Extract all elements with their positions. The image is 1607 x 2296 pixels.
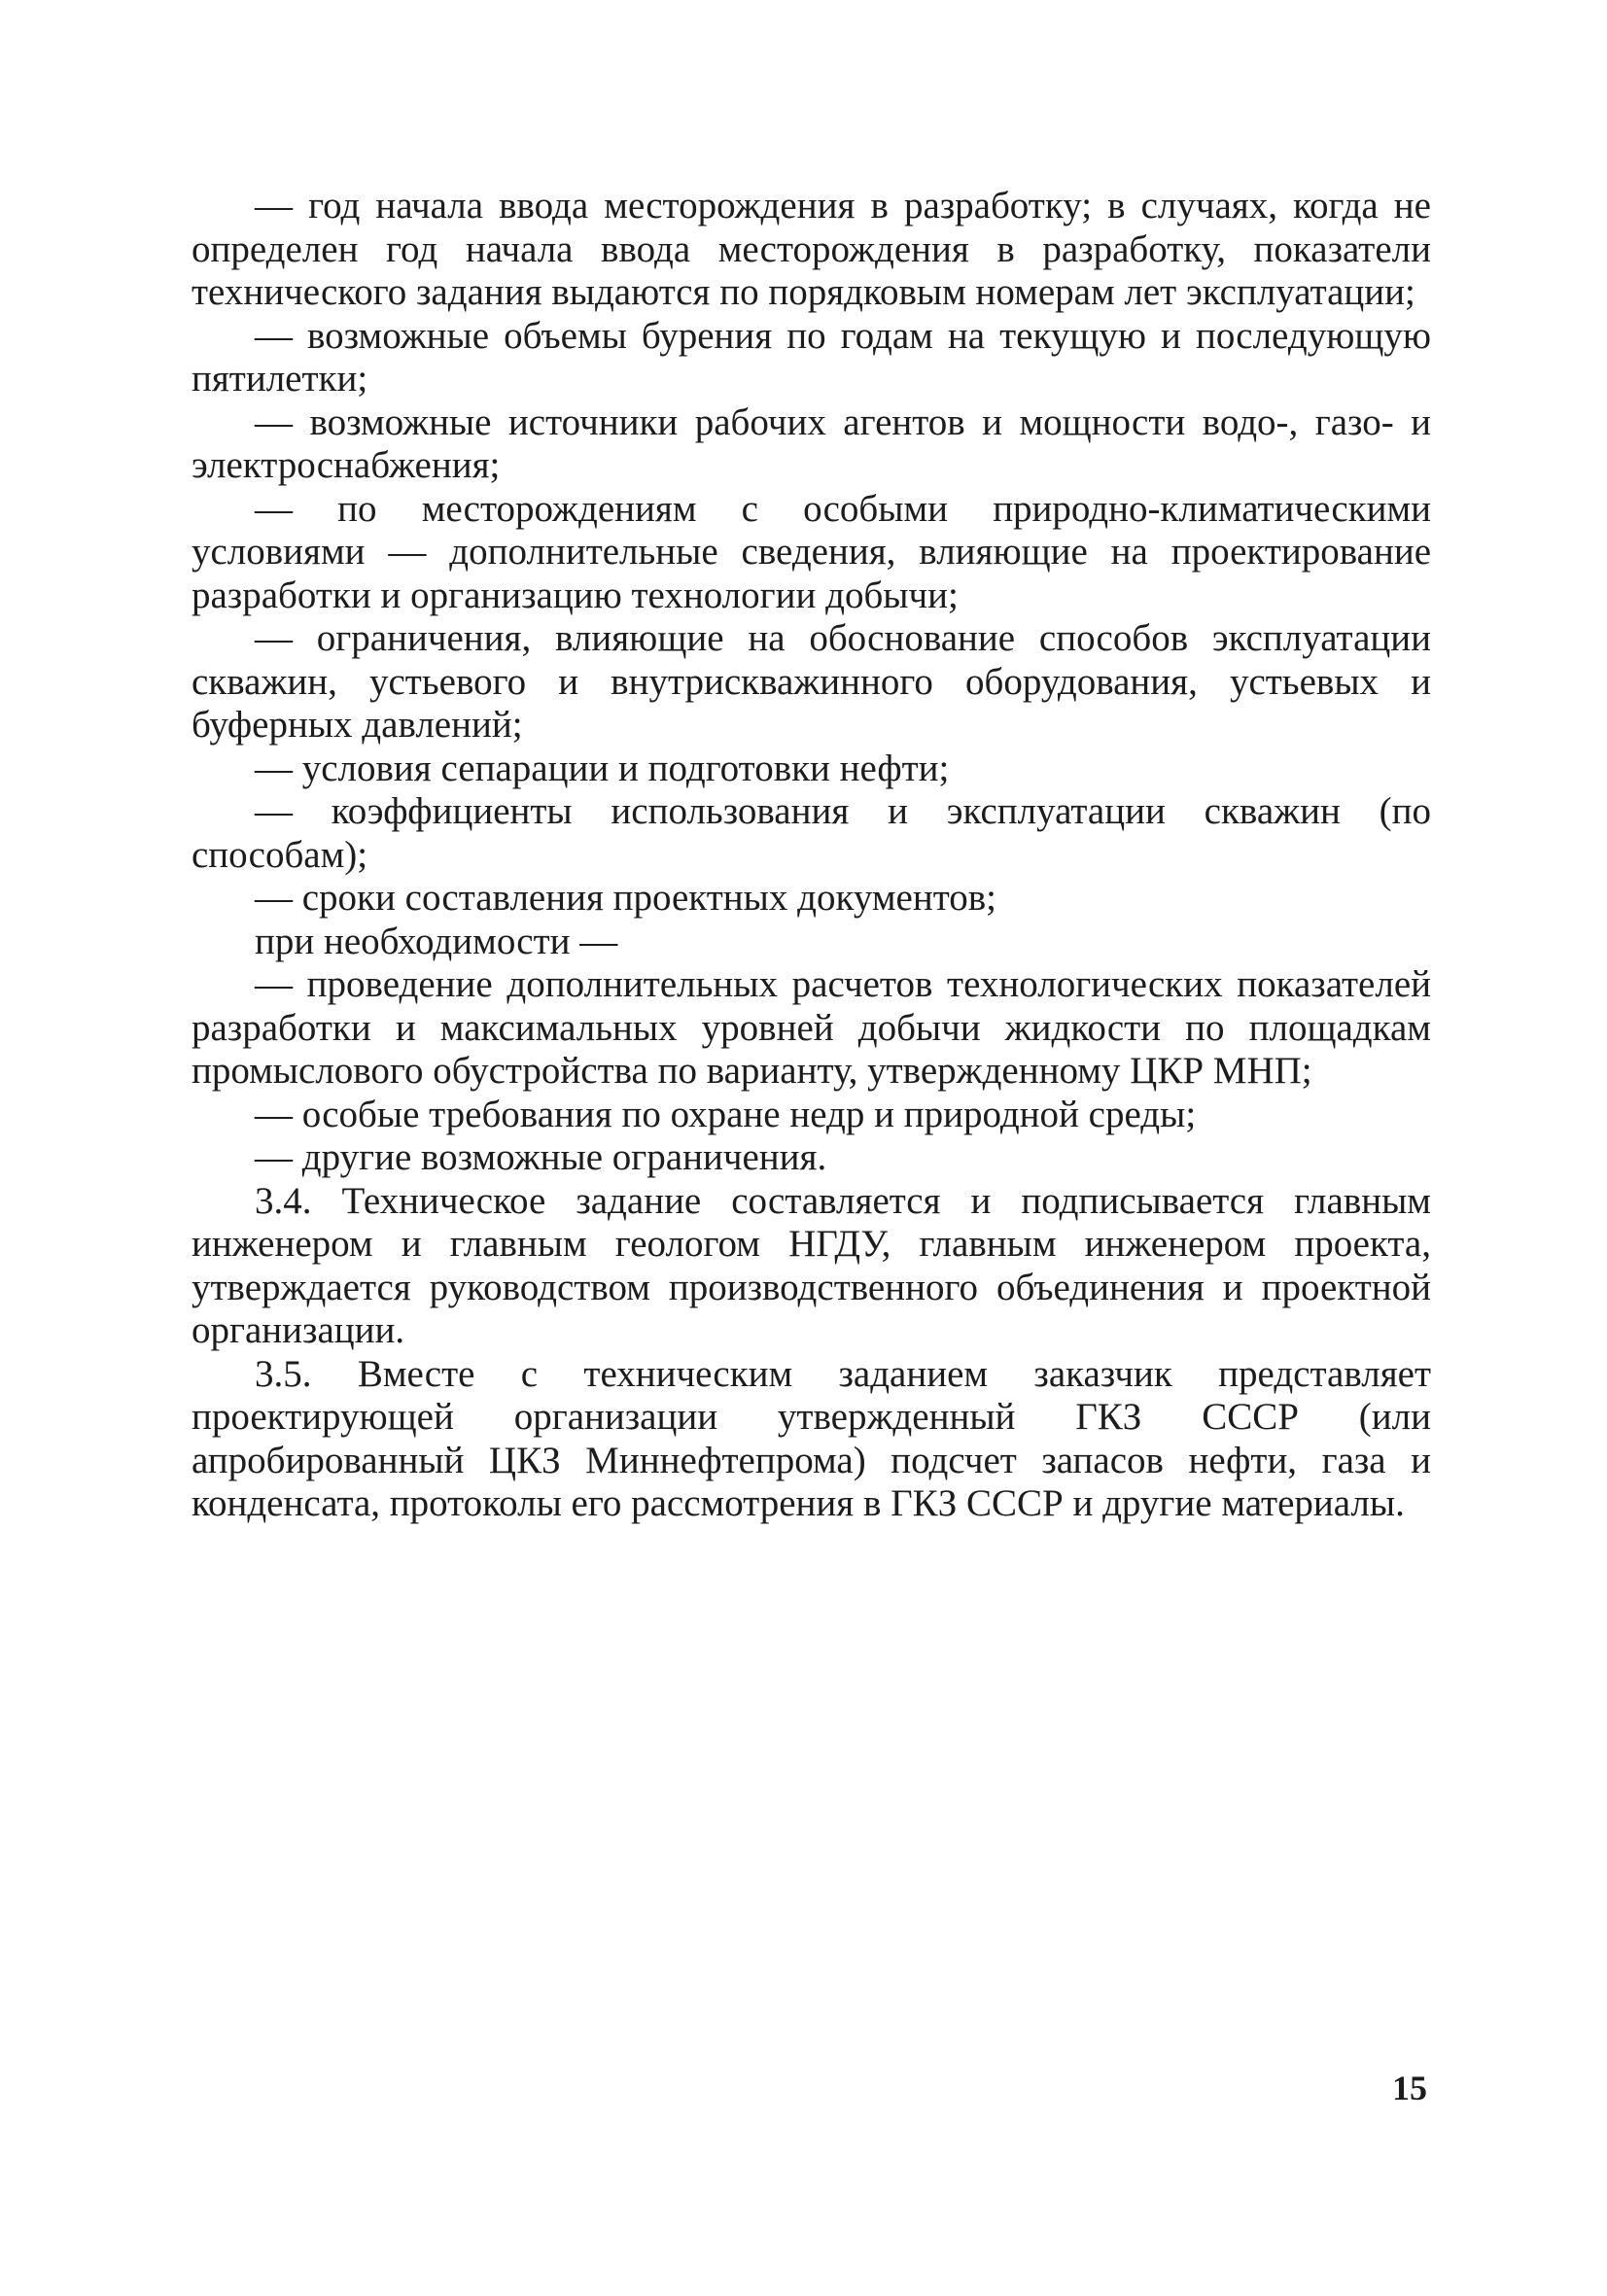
paragraph: — особые требования по охране недр и природной среды; bbox=[255, 1093, 1197, 1135]
paragraph: — год начала ввода месторождения в разработку; в случаях, когда не определен год начала ввода месторождения в разработку, показатели технического задания выдаются по порядковым номерам лет эксплуатации; bbox=[192, 185, 1431, 313]
paragraph: — возможные объемы бурения по годам на текущую и последующую пятилетки; bbox=[192, 314, 1431, 400]
paragraph: — по месторождениям с особыми природно-климатическими условиями — дополнительные сведения, влияющие на проектирование разработки и организацию технологии добычи; bbox=[192, 487, 1431, 616]
paragraph: — другие возможные ограничения. bbox=[255, 1136, 827, 1178]
section-3-5-paragraph: 3.5. Вместе с техническим заданием заказчик представляет проектирующей организации утвержденный ГКЗ СССР (или апробированный ЦКЗ Миннефтепрома) подсчет запасов нефти, газа и конденсата, протоколы его рассмотрения в ГКЗ СССР и другие материалы. bbox=[192, 1352, 1431, 1524]
paragraph: — коэффициенты использования и эксплуатации скважин (по способам); bbox=[192, 790, 1431, 876]
document-body bbox=[192, 185, 1431, 1526]
paragraph: — возможные источники рабочих агентов и мощности водо-, газо- и электроснабжения; bbox=[192, 400, 1431, 486]
paragraph: — условия сепарации и подготовки нефти; bbox=[255, 747, 950, 789]
section-3-4-paragraph: 3.4. Техническое задание составляется и подписывается главным инженером и главным геологом НГДУ, главным инженером проекта, утверждается руководством производственного объединения и проектной организации. bbox=[192, 1179, 1431, 1351]
paragraph: — сроки составления проектных документов; bbox=[255, 877, 996, 919]
paragraph: при необходимости — bbox=[255, 920, 618, 962]
paragraph: — проведение дополнительных расчетов технологических показателей разработки и максимальных уровней добычи жидкости по площадкам промыслового обустройства по варианту, утвержденному ЦКР МНП; bbox=[192, 963, 1431, 1092]
paragraph: — ограничения, влияющие на обоснование способов эксплуатации скважин, устьевого и внутрискважинного оборудования, устьевых и буферных давлений; bbox=[192, 617, 1431, 746]
page-number: 15 bbox=[1392, 2069, 1427, 2107]
